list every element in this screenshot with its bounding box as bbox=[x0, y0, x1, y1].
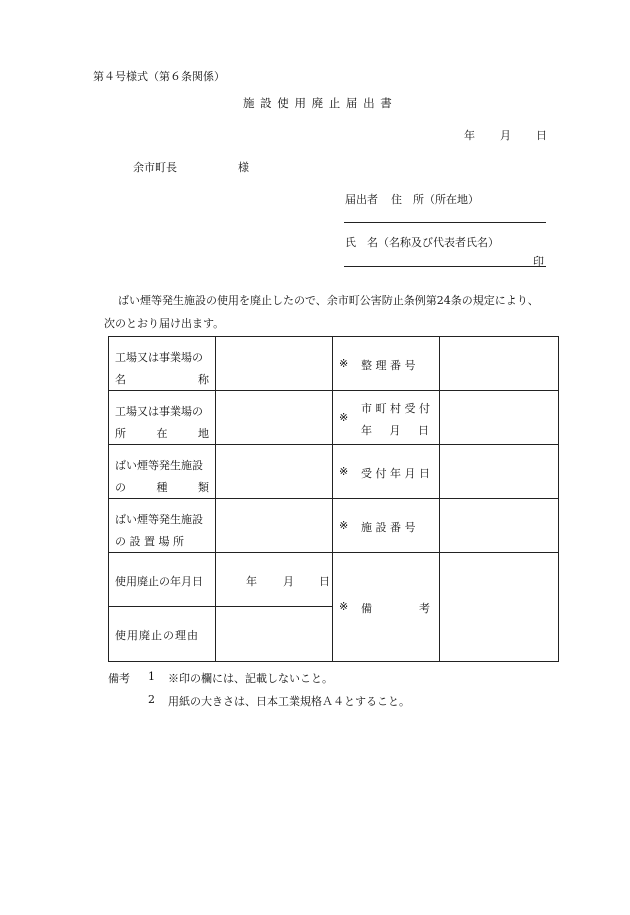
notifier-label: 届出者 bbox=[345, 193, 378, 206]
note-2-number: 2 bbox=[148, 693, 155, 706]
remarks-label-cell: ※ 備 考 bbox=[333, 553, 440, 662]
date-day: 日 bbox=[536, 129, 547, 142]
notification-table bbox=[108, 336, 559, 662]
factory-name-field[interactable] bbox=[216, 337, 333, 391]
date-month: 月 bbox=[500, 129, 511, 142]
page-title: 施 設 使 用 廃 止 届 出 書 bbox=[243, 96, 393, 110]
table-row bbox=[109, 391, 559, 445]
address-label: 住 所（所在地） bbox=[391, 193, 479, 206]
body-text-line2: 次のとおり届け出ます。 bbox=[104, 317, 225, 330]
note-1-text: ※印の欄には、記載しないこと。 bbox=[168, 672, 333, 685]
form-number: 第４号様式（第６条関係） bbox=[93, 70, 225, 83]
abolition-reason-field[interactable] bbox=[216, 607, 333, 662]
facility-number-field[interactable] bbox=[440, 499, 559, 553]
facility-place-field[interactable] bbox=[216, 499, 333, 553]
addressee-name: 余市町長 bbox=[133, 161, 177, 174]
table-row bbox=[109, 499, 559, 553]
received-date-field[interactable] bbox=[440, 445, 559, 499]
abolition-date-field[interactable]: 年 月 日 bbox=[216, 553, 333, 607]
address-line[interactable] bbox=[344, 222, 546, 223]
factory-name-label-cell: 工場又は事業場の 名 称 bbox=[109, 337, 216, 391]
seal-mark: 印 bbox=[533, 255, 544, 268]
body-text-line1: ばい煙等発生施設の使用を廃止したので、余市町公害防止条例第24条の規定により、 bbox=[118, 294, 539, 307]
factory-location-field[interactable] bbox=[216, 391, 333, 445]
notes-label: 備考 bbox=[108, 672, 130, 685]
factory-location-label-cell: 工場又は事業場の 所 在 地 bbox=[109, 391, 216, 445]
ref-number-field[interactable] bbox=[440, 337, 559, 391]
ref-number-label-cell: ※ 整 理 番 号 bbox=[333, 337, 440, 391]
received-date-label-cell: ※ 受 付 年 月 日 bbox=[333, 445, 440, 499]
town-received-field[interactable] bbox=[440, 391, 559, 445]
abolition-date-label-cell: 使用廃止の年月日 bbox=[109, 553, 216, 607]
name-label: 氏 名（名称及び代表者氏名） bbox=[345, 236, 499, 249]
note-1-number: 1 bbox=[148, 670, 155, 683]
facility-place-label-cell: ばい煙等発生施設 の 設 置 場 所 bbox=[109, 499, 216, 553]
name-line[interactable] bbox=[344, 266, 546, 267]
remarks-field[interactable] bbox=[440, 553, 559, 662]
facility-type-field[interactable] bbox=[216, 445, 333, 499]
date-year: 年 bbox=[464, 129, 475, 142]
addressee-honorific: 様 bbox=[238, 161, 249, 174]
facility-number-label-cell: ※ 施 設 番 号 bbox=[333, 499, 440, 553]
note-2-text: 用紙の大きさは、日本工業規格Ａ４とすること。 bbox=[168, 695, 410, 708]
table-row bbox=[109, 553, 559, 607]
abolition-reason-label-cell: 使用廃止の理由 bbox=[109, 607, 216, 662]
table-row bbox=[109, 337, 559, 391]
facility-type-label-cell: ばい煙等発生施設 の 種 類 bbox=[109, 445, 216, 499]
town-received-label-cell: ※ 市 町 村 受 付 年 月 日 bbox=[333, 391, 440, 445]
table-row bbox=[109, 445, 559, 499]
